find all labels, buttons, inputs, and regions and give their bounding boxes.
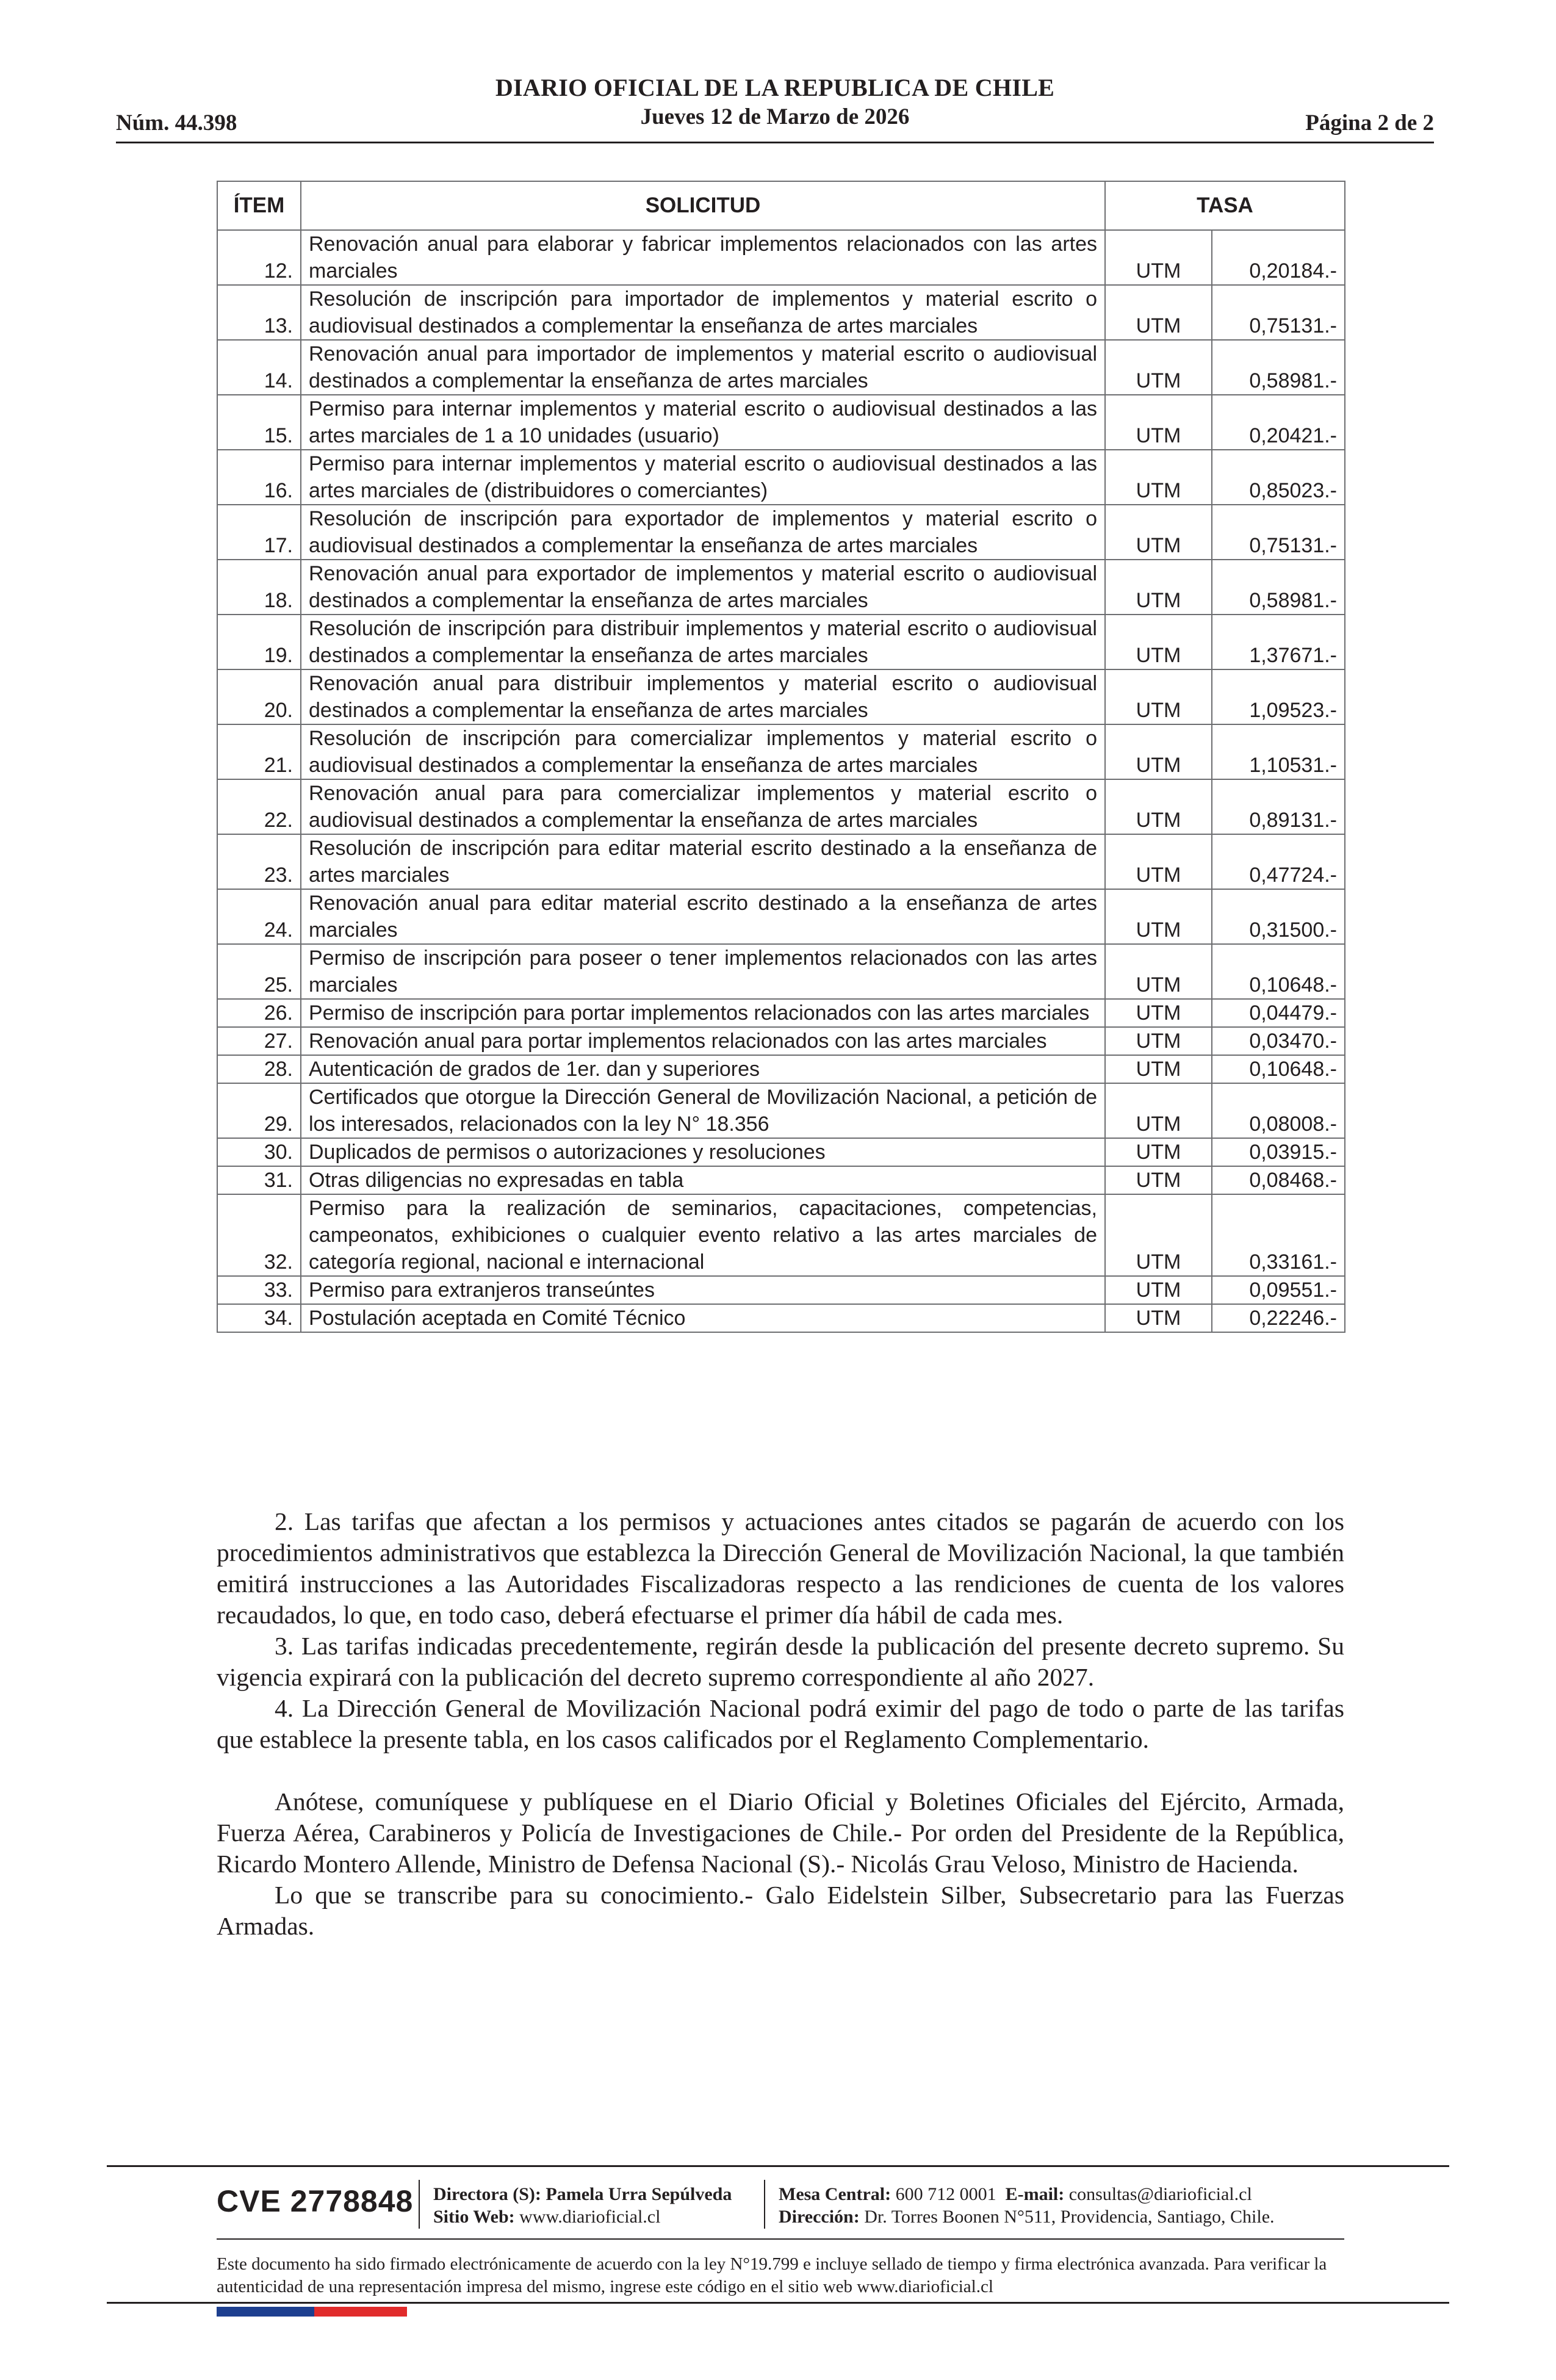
- row-tasa-value: 0,75131.-: [1212, 505, 1345, 560]
- row-unit: UTM: [1105, 999, 1212, 1027]
- row-tasa-value: 0,04479.-: [1212, 999, 1345, 1027]
- row-item-number: 28.: [217, 1055, 301, 1083]
- table-row: [217, 615, 1345, 669]
- directora-name: Pamela Urra Sepúlveda: [546, 2184, 732, 2204]
- row-item-number: 14.: [217, 340, 301, 395]
- decree-body: [217, 1506, 1344, 1942]
- footer-divider: [419, 2180, 420, 2229]
- publication-date: Jueves 12 de Marzo de 2026: [640, 104, 910, 129]
- row-unit: UTM: [1105, 505, 1212, 560]
- row-tasa-value: 0,20184.-: [1212, 230, 1345, 285]
- table-row: [217, 285, 1345, 340]
- table-row: [217, 505, 1345, 560]
- row-item-number: 27.: [217, 1027, 301, 1055]
- row-solicitud: Renovación anual para elaborar y fabricar implementos relacionados con las artes marciales: [301, 230, 1105, 285]
- table-row: [217, 230, 1345, 285]
- row-solicitud: Renovación anual para para comercializar implementos y material escrito o audiovisual destinados a complementar la enseñanza de artes marciales: [301, 779, 1105, 834]
- table-row: [217, 340, 1345, 395]
- row-unit: UTM: [1105, 1138, 1212, 1166]
- table-row: [217, 395, 1345, 450]
- table-body: [217, 230, 1345, 1332]
- row-tasa-value: 0,33161.-: [1212, 1194, 1345, 1276]
- row-unit: UTM: [1105, 450, 1212, 505]
- sitio-link[interactable]: www.diarioficial.cl: [519, 2207, 661, 2227]
- row-item-number: 15.: [217, 395, 301, 450]
- row-unit: UTM: [1105, 285, 1212, 340]
- row-unit: UTM: [1105, 779, 1212, 834]
- row-tasa-value: 0,10648.-: [1212, 1055, 1345, 1083]
- table-row: [217, 724, 1345, 779]
- row-tasa-value: 1,09523.-: [1212, 669, 1345, 724]
- footer-mid-rule: [217, 2238, 1344, 2240]
- row-tasa-value: 0,10648.-: [1212, 944, 1345, 999]
- row-solicitud: Autenticación de grados de 1er. dan y superiores: [301, 1055, 1105, 1083]
- row-item-number: 19.: [217, 615, 301, 669]
- row-item-number: 32.: [217, 1194, 301, 1276]
- row-solicitud: Resolución de inscripción para importador de implementos y material escrito o audiovisual destinados a complementar la enseñanza de artes marciales: [301, 285, 1105, 340]
- publication-title: DIARIO OFICIAL DE LA REPUBLICA DE CHILE: [495, 74, 1055, 101]
- table-row: [217, 834, 1345, 889]
- paragraph-4: 4. La Dirección General de Movilización Nacional podrá eximir del pago de todo o parte de las tarifas que establece la presente tabla, en los casos calificados por el Reglamento Complementario.: [217, 1694, 1344, 1753]
- row-unit: UTM: [1105, 1055, 1212, 1083]
- table-row: [217, 999, 1345, 1027]
- table-row: [217, 1083, 1345, 1138]
- table-row: [217, 889, 1345, 944]
- row-item-number: 12.: [217, 230, 301, 285]
- paragraph-2: 2. Las tarifas que afectan a los permisos y actuaciones antes citados se pagarán de acuerdo con los procedimientos administrativos que establezca la Dirección General de Movilización Nacional, la que también emitirá instrucciones a las Autoridades Fiscalizadoras respecto a las rendiciones de cuenta de los valores recaudados, lo que, en todo caso, deberá efectuarse el primer día hábil de cada mes.: [217, 1507, 1344, 1629]
- row-tasa-value: 0,09551.-: [1212, 1276, 1345, 1304]
- cve-code: CVE 2778848: [217, 2184, 414, 2218]
- row-tasa-value: 0,75131.-: [1212, 285, 1345, 340]
- table-row: [217, 944, 1345, 999]
- table-row: [217, 1304, 1345, 1332]
- header-divider: [116, 142, 1434, 143]
- row-unit: UTM: [1105, 230, 1212, 285]
- row-solicitud: Permiso para internar implementos y material escrito o audiovisual destinados a las artes marciales de (distribuidores o comerciantes): [301, 450, 1105, 505]
- page-header: [116, 73, 1434, 143]
- table-row: [217, 1138, 1345, 1166]
- table-row: [217, 450, 1345, 505]
- fees-table: [217, 181, 1345, 1333]
- row-item-number: 22.: [217, 779, 301, 834]
- row-tasa-value: 0,08008.-: [1212, 1083, 1345, 1138]
- row-tasa-value: 0,58981.-: [1212, 560, 1345, 615]
- footer-directora-block: [433, 2183, 732, 2228]
- flag-blue-bar: [217, 2307, 314, 2317]
- row-item-number: 30.: [217, 1138, 301, 1166]
- row-unit: UTM: [1105, 395, 1212, 450]
- signature-note: Este documento ha sido firmado electrónicamente de acuerdo con la ley N°19.799 e incluye sellado de tiempo y firma electrónica avanzada. Para verificar la autenticidad de una representación impresa del mismo, ingrese este código en el sitio web www.diarioficial.cl: [217, 2254, 1327, 2296]
- row-solicitud: Renovación anual para editar material escrito destinado a la enseñanza de artes marciales: [301, 889, 1105, 944]
- row-unit: UTM: [1105, 615, 1212, 669]
- row-solicitud: Renovación anual para portar implementos relacionados con las artes marciales: [301, 1027, 1105, 1055]
- row-item-number: 34.: [217, 1304, 301, 1332]
- row-solicitud: Permiso de inscripción para poseer o tener implementos relacionados con las artes marciales: [301, 944, 1105, 999]
- row-unit: UTM: [1105, 1027, 1212, 1055]
- direccion-label: Dirección:: [779, 2207, 860, 2227]
- mesa-label: Mesa Central:: [779, 2184, 891, 2204]
- direccion-value: Dr. Torres Boonen N°511, Providencia, Santiago, Chile.: [864, 2207, 1275, 2227]
- row-item-number: 33.: [217, 1276, 301, 1304]
- row-solicitud: Renovación anual para exportador de implementos y material escrito o audiovisual destinados a complementar la enseñanza de artes marciales: [301, 560, 1105, 615]
- row-solicitud: Resolución de inscripción para comercializar implementos y material escrito o audiovisual destinados a complementar la enseñanza de artes marciales: [301, 724, 1105, 779]
- row-item-number: 17.: [217, 505, 301, 560]
- row-tasa-value: 1,10531.-: [1212, 724, 1345, 779]
- transcription-note: Lo que se transcribe para su conocimiento.- Galo Eidelstein Silber, Subsecretario para las Fuerzas Armadas.: [217, 1881, 1344, 1940]
- footer-contact-block: [779, 2183, 1275, 2228]
- paragraph-3: 3. Las tarifas indicadas precedentemente, regirán desde la publicación del presente decreto supremo. Su vigencia expirará con la publicación del decreto supremo correspondiente al año 2027.: [217, 1632, 1344, 1691]
- row-unit: UTM: [1105, 944, 1212, 999]
- row-unit: UTM: [1105, 560, 1212, 615]
- table-header-row: [217, 181, 1345, 230]
- row-solicitud: Permiso para internar implementos y material escrito o audiovisual destinados a las artes marciales de 1 a 10 unidades (usuario): [301, 395, 1105, 450]
- row-unit: UTM: [1105, 1194, 1212, 1276]
- column-header-tasa: TASA: [1105, 181, 1345, 230]
- email-link[interactable]: consultas@diarioficial.cl: [1068, 2184, 1252, 2204]
- masthead: [116, 73, 1434, 132]
- column-header-solicitud: SOLICITUD: [301, 181, 1105, 230]
- row-unit: UTM: [1105, 1276, 1212, 1304]
- footer-top-rule: [107, 2165, 1449, 2167]
- row-solicitud: Renovación anual para importador de implementos y material escrito o audiovisual destinados a complementar la enseñanza de artes marciales: [301, 340, 1105, 395]
- row-solicitud: Certificados que otorgue la Dirección General de Movilización Nacional, a petición de los interesados, relacionados con la ley N° 18.356: [301, 1083, 1105, 1138]
- table-row: [217, 1276, 1345, 1304]
- row-solicitud: Resolución de inscripción para exportador de implementos y material escrito o audiovisual destinados a complementar la enseñanza de artes marciales: [301, 505, 1105, 560]
- row-tasa-value: 0,85023.-: [1212, 450, 1345, 505]
- row-item-number: 26.: [217, 999, 301, 1027]
- row-unit: UTM: [1105, 834, 1212, 889]
- row-item-number: 21.: [217, 724, 301, 779]
- row-unit: UTM: [1105, 340, 1212, 395]
- row-solicitud: Renovación anual para distribuir implementos y material escrito o audiovisual destinados a complementar la enseñanza de artes marciales: [301, 669, 1105, 724]
- row-item-number: 18.: [217, 560, 301, 615]
- row-tasa-value: 0,20421.-: [1212, 395, 1345, 450]
- footer-divider: [764, 2180, 765, 2229]
- row-item-number: 16.: [217, 450, 301, 505]
- sitio-label: Sitio Web:: [433, 2207, 515, 2227]
- row-solicitud: Permiso para la realización de seminarios, capacitaciones, competencias, campeonatos, exhibiciones o cualquier evento relativo a las artes marciales de categoría regional, nacional e internacional: [301, 1194, 1105, 1276]
- row-item-number: 13.: [217, 285, 301, 340]
- row-tasa-value: 0,03915.-: [1212, 1138, 1345, 1166]
- row-tasa-value: 0,03470.-: [1212, 1027, 1345, 1055]
- mesa-phone: 600 712 0001: [895, 2184, 996, 2204]
- table-row: [217, 1166, 1345, 1194]
- table-row: [217, 1055, 1345, 1083]
- row-tasa-value: 0,08468.-: [1212, 1166, 1345, 1194]
- row-item-number: 24.: [217, 889, 301, 944]
- row-unit: UTM: [1105, 1166, 1212, 1194]
- row-item-number: 20.: [217, 669, 301, 724]
- row-solicitud: Resolución de inscripción para editar material escrito destinado a la enseñanza de artes marciales: [301, 834, 1105, 889]
- flag-red-bar: [314, 2307, 407, 2317]
- page-indicator: Página 2 de 2: [1305, 110, 1434, 135]
- row-tasa-value: 0,22246.-: [1212, 1304, 1345, 1332]
- table-row: [217, 1027, 1345, 1055]
- row-solicitud: Permiso para extranjeros transeúntes: [301, 1276, 1105, 1304]
- closing-paragraph: Anótese, comuníquese y publíquese en el Diario Oficial y Boletines Oficiales del Ejército, Armada, Fuerza Aérea, Carabineros y Policía de Investigaciones de Chile.- Por orden del Presidente de la República, Ricardo Montero Allende, Ministro de Defensa Nacional (S).- Nicolás Grau Veloso, Ministro de Hacienda.: [217, 1787, 1344, 1878]
- row-item-number: 31.: [217, 1166, 301, 1194]
- row-tasa-value: 0,89131.-: [1212, 779, 1345, 834]
- row-tasa-value: 0,47724.-: [1212, 834, 1345, 889]
- row-solicitud: Permiso de inscripción para portar implementos relacionados con las artes marciales: [301, 999, 1105, 1027]
- table-row: [217, 1194, 1345, 1276]
- directora-label: Directora (S):: [433, 2184, 541, 2204]
- row-unit: UTM: [1105, 1304, 1212, 1332]
- row-tasa-value: 0,31500.-: [1212, 889, 1345, 944]
- row-unit: UTM: [1105, 889, 1212, 944]
- row-solicitud: Resolución de inscripción para distribuir implementos y material escrito o audiovisual destinados a complementar la enseñanza de artes marciales: [301, 615, 1105, 669]
- table-row: [217, 669, 1345, 724]
- row-item-number: 23.: [217, 834, 301, 889]
- row-solicitud: Otras diligencias no expresadas en tabla: [301, 1166, 1105, 1194]
- row-solicitud: Duplicados de permisos o autorizaciones y resoluciones: [301, 1138, 1105, 1166]
- row-unit: UTM: [1105, 724, 1212, 779]
- footer-bottom-rule: [107, 2302, 1449, 2304]
- issue-number: Núm. 44.398: [116, 110, 237, 135]
- row-item-number: 29.: [217, 1083, 301, 1138]
- table-row: [217, 779, 1345, 834]
- table-row: [217, 560, 1345, 615]
- row-solicitud: Postulación aceptada en Comité Técnico: [301, 1304, 1105, 1332]
- row-unit: UTM: [1105, 1083, 1212, 1138]
- row-unit: UTM: [1105, 669, 1212, 724]
- row-item-number: 25.: [217, 944, 301, 999]
- row-tasa-value: 0,58981.-: [1212, 340, 1345, 395]
- row-tasa-value: 1,37671.-: [1212, 615, 1345, 669]
- email-label: E-mail:: [1005, 2184, 1065, 2204]
- column-header-item: ÍTEM: [217, 181, 301, 230]
